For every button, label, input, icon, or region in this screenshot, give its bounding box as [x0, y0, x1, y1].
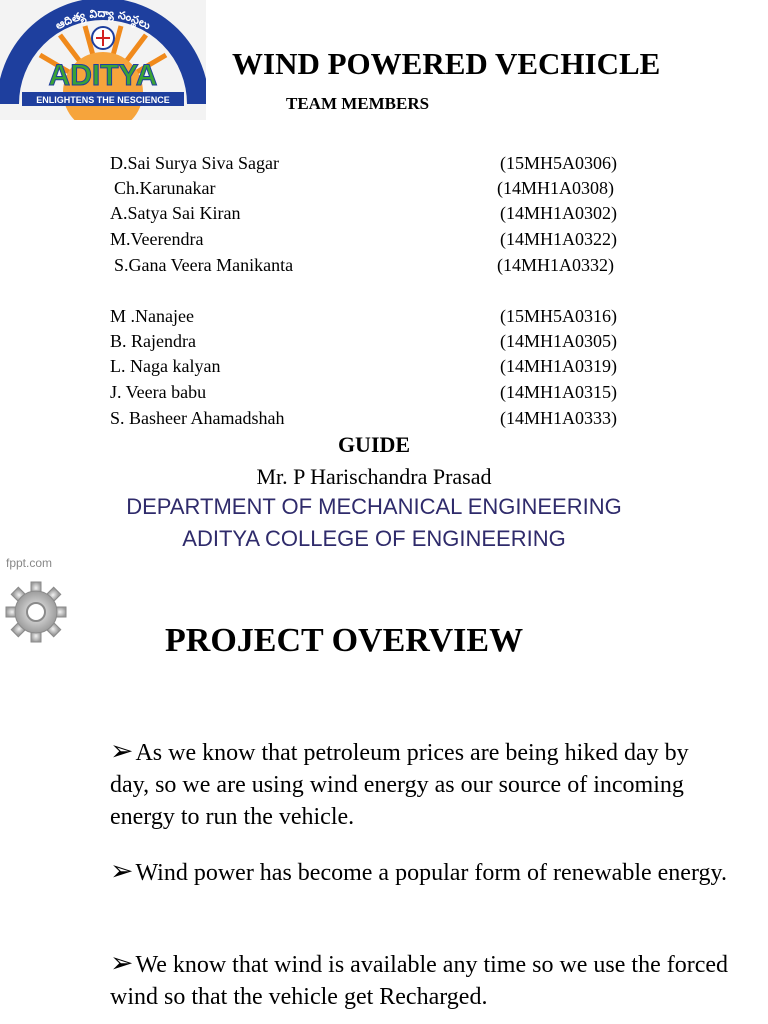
member-roll: (14MH1A0308): [497, 178, 614, 198]
guide-name: Mr. P Harischandra Prasad: [256, 464, 492, 489]
team-members-heading: TEAM MEMBERS: [286, 94, 430, 113]
presentation-title: WIND POWERED VECHICLE: [232, 46, 661, 81]
member-name: A.Satya Sai Kiran: [110, 203, 241, 223]
bullet-text: We know that wind is available any time so we use the forced wind so that the vehicle get Recharged.: [110, 952, 729, 1010]
member-roll: (15MH5A0316): [500, 306, 617, 326]
gear-icon: [0, 578, 80, 663]
member-roll: (15MH5A0306): [500, 153, 617, 173]
member-roll: (14MH1A0302): [500, 203, 617, 223]
member-name: D.Sai Surya Siva Sagar: [110, 153, 279, 173]
watermark: fppt.com: [6, 556, 53, 570]
member-name: M .Nanajee: [110, 306, 194, 326]
guide-heading: GUIDE: [337, 432, 411, 457]
arrow-bullet-icon: ➢: [110, 948, 134, 979]
overview-slide: [0, 578, 768, 1024]
member-roll: (14MH1A0305): [500, 331, 617, 351]
member-name: L. Naga kalyan: [110, 356, 221, 376]
arrow-bullet-icon: ➢: [110, 856, 134, 887]
bullet-text: As we know that petroleum prices are being hiked day by day, so we are using wind energy as our source of incoming energy to run the vehicle.: [110, 740, 689, 830]
logo-arc-text: ఆదిత్య విద్యా సంస్థలు: [53, 6, 153, 33]
member-roll: (14MH1A0315): [500, 382, 617, 402]
logo-name: ADITYA: [48, 59, 158, 92]
member-name: Ch.Karunakar: [114, 178, 216, 198]
bullet-item: [110, 948, 730, 1013]
bullet-text: Wind power has become a popular form of renewable energy.: [135, 860, 727, 886]
arrow-bullet-icon: ➢: [110, 736, 134, 767]
member-name: B. Rajendra: [110, 331, 196, 351]
bullet-item: [110, 856, 730, 889]
college-logo: [0, 0, 206, 120]
bullet-item: [110, 736, 730, 833]
college-name: ADITYA COLLEGE OF ENGINEERING: [182, 526, 566, 551]
slide-separator: [0, 552, 768, 578]
member-name: S. Basheer Ahamadshah: [110, 408, 285, 428]
member-name: J. Veera babu: [110, 382, 207, 402]
member-roll: (14MH1A0322): [500, 229, 617, 249]
department-name: DEPARTMENT OF MECHANICAL ENGINEERING: [126, 494, 622, 519]
member-name: M.Veerendra: [110, 229, 204, 249]
logo-tagline: ENLIGHTENS THE NESCIENCE: [36, 95, 170, 105]
member-roll: (14MH1A0332): [497, 255, 614, 275]
member-roll: (14MH1A0319): [500, 356, 617, 376]
member-roll: (14MH1A0333): [500, 408, 617, 428]
slide-title: PROJECT OVERVIEW: [165, 622, 524, 659]
member-name: S.Gana Veera Manikanta: [114, 255, 294, 275]
